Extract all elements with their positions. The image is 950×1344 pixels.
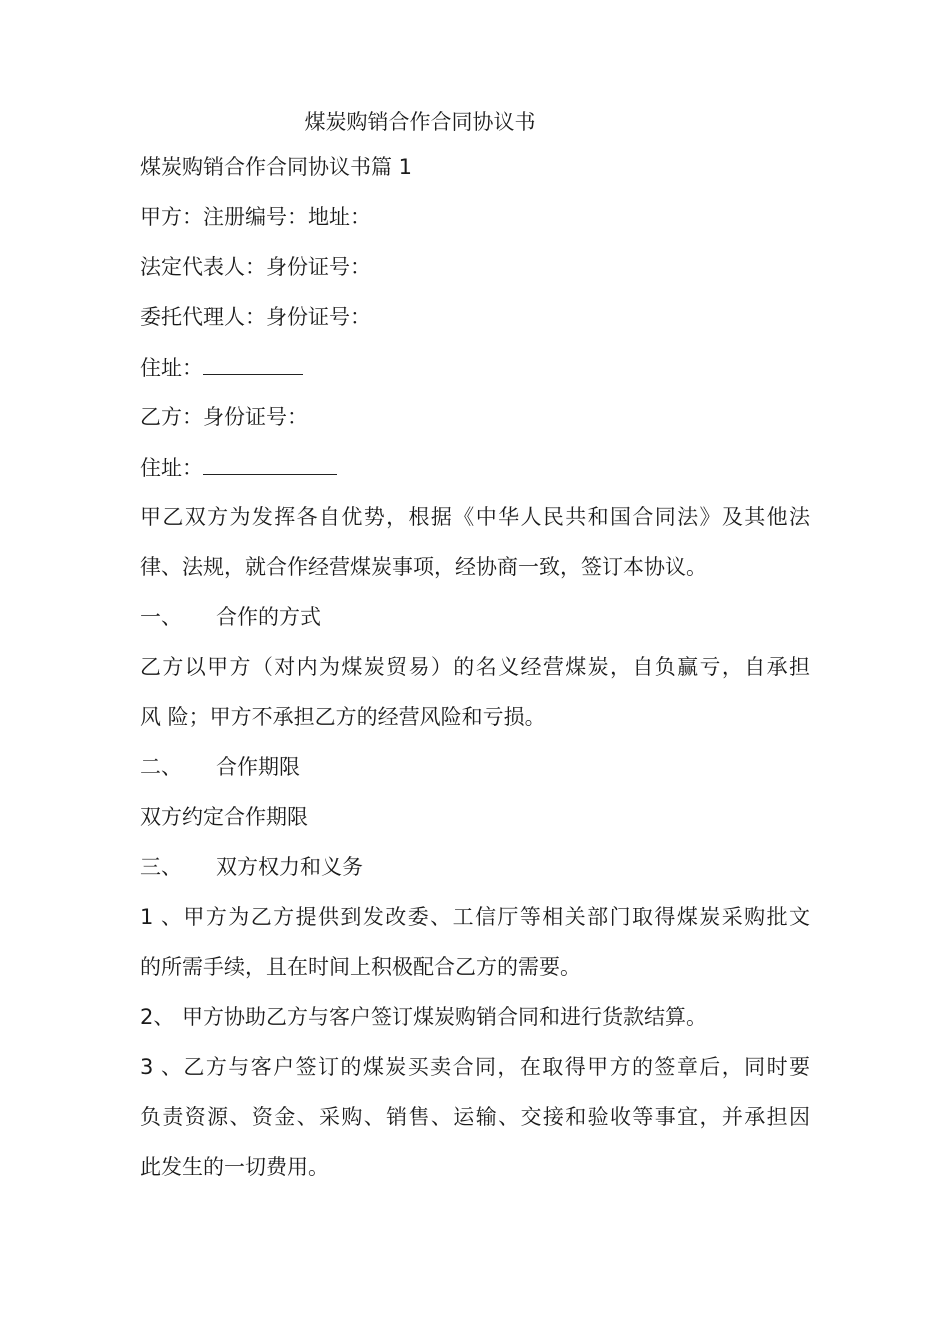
address-b-label: 住址： [140,456,203,480]
item-1-number: 1、 [140,905,182,929]
document-title: 煤炭购销合作合同协议书 [304,110,536,134]
section-1-heading [140,602,321,632]
section-3-heading [140,852,363,882]
section-1-line-1: 乙方以甲方（对内为煤炭贸易）的名义经营煤炭，自负赢亏，自承担 [140,655,810,679]
item-3-line-2: 负责资源、资金、采购、销售、运输、交接和验收等事宜，并承担因 [140,1105,810,1129]
item-1-line-1 [140,902,810,932]
party-a-line: 甲方：注册编号：地址： [140,205,371,229]
section-3-title: 双方权力和义务 [216,855,363,879]
item-3-text: 乙方与客户签订的煤炭买卖合同，在取得甲方的签章后，同时要 [182,1055,810,1079]
item-1-text: 甲方为乙方提供到发改委、工信厅等相关部门取得煤炭采购批文 [182,905,810,929]
address-a-line [140,352,303,383]
section-2-title: 合作期限 [216,755,300,779]
document-subtitle: 煤炭购销合作合同协议书篇 1 [140,155,413,179]
item-2-number: 2、 [140,1005,175,1029]
address-a-label: 住址： [140,356,203,380]
section-1-number: 一、 [140,605,182,629]
address-b-blank [203,452,337,475]
item-3-line-3: 此发生的一切费用。 [140,1155,329,1179]
item-3-line-1 [140,1052,810,1082]
party-b-line: 乙方：身份证号： [140,405,308,429]
agent-line: 委托代理人：身份证号： [140,305,371,329]
intro-paragraph-line-1: 甲乙双方为发挥各自优势，根据《中华人民共和国合同法》及其他法 [140,505,810,529]
item-3-number: 3、 [140,1055,182,1079]
intro-paragraph-line-2: 律、法规，就合作经营煤炭事项，经协商一致，签订本协议。 [140,555,707,579]
section-1-line-2: 风 险；甲方不承担乙方的经营风险和亏损。 [140,705,546,729]
section-1-title: 合作的方式 [216,605,321,629]
item-2-line-1 [140,1002,707,1032]
item-2-text: 甲方协助乙方与客户签订煤炭购销合同和进行货款结算。 [182,1005,707,1029]
section-2-number: 二、 [140,755,182,779]
section-2-heading [140,752,300,782]
address-b-line [140,452,337,483]
section-3-number: 三、 [140,855,182,879]
section-2-line-1: 双方约定合作期限 [140,805,308,829]
address-a-blank [203,352,303,375]
legal-representative-line: 法定代表人：身份证号： [140,255,371,279]
item-1-line-2: 的所需手续，且在时间上积极配合乙方的需要。 [140,955,581,979]
